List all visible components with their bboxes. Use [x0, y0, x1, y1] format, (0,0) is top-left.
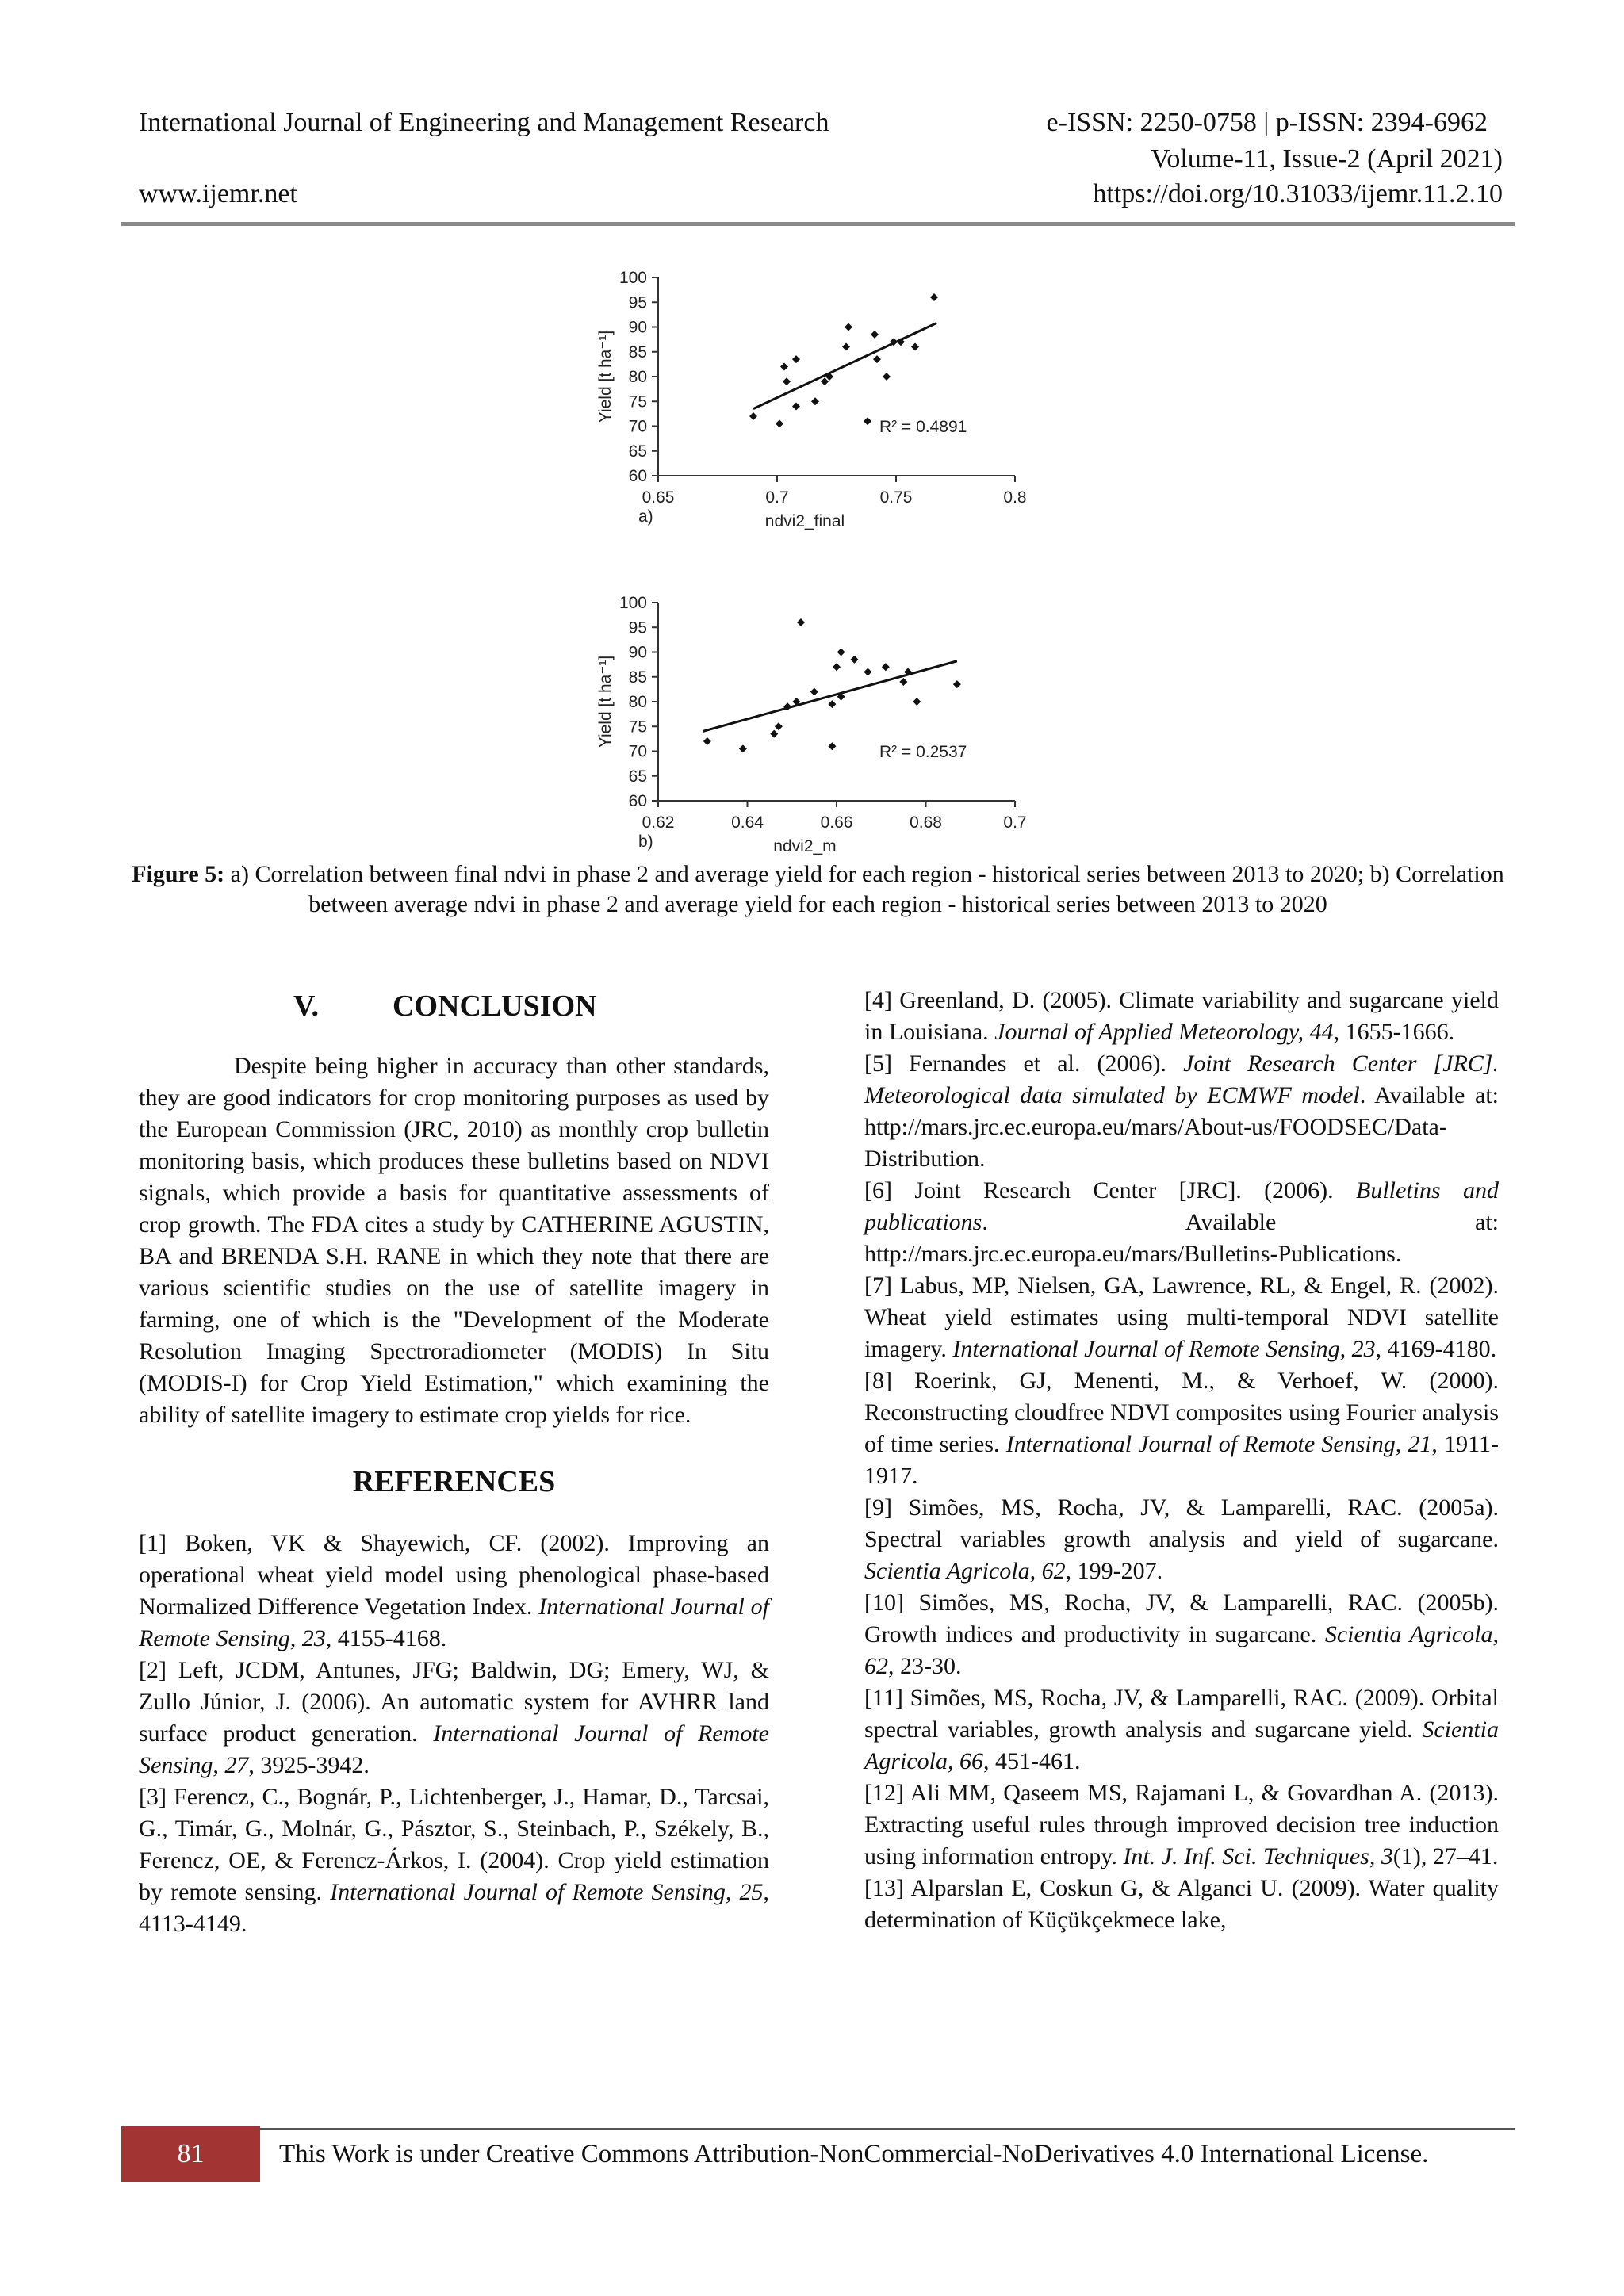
reference-item	[864, 1175, 1499, 1270]
y-tick-label: 60	[628, 467, 647, 485]
x-tick-label: 0.66	[820, 813, 853, 832]
reference-pages: , 4155-4168.	[325, 1625, 447, 1651]
data-point	[864, 417, 871, 425]
reference-source: International Journal of Remote Sensing, 21	[1005, 1431, 1432, 1457]
r-squared-annotation: R² = 0.4891	[879, 418, 967, 436]
reference-text: [3] Ferencz, C., Bognár, P., Lichtenberger, J., Hamar, D., Tarcsai, G., Timár, G., Molnár, G., Pásztor, S., Steinbach, P., Székely, B., Ferencz, OE, & Ferencz-Árkos, I. (2004). Crop yield estimation by remote sensing.	[139, 1784, 769, 1905]
reference-text: [1] Boken, VK & Shayewich, CF. (2002). Improving an operational wheat yield model using phenological phase-based Normalized Difference Vegetation Index.	[139, 1530, 769, 1620]
y-tick-label: 85	[628, 342, 647, 362]
reference-pages: , 1655-1666.	[1333, 1019, 1455, 1045]
references-list-right	[864, 985, 1499, 1936]
reference-source: Joint Research Center [JRC]. Meteorological data simulated by ECMWF model	[864, 1050, 1499, 1108]
data-point	[792, 403, 800, 411]
data-point	[953, 680, 961, 688]
reference-pages: , 199-207.	[1065, 1558, 1163, 1584]
data-point	[833, 663, 841, 671]
scatter-plot-a	[591, 266, 1051, 543]
y-tick-label: 75	[628, 718, 647, 737]
right-column	[864, 985, 1499, 1936]
data-point	[911, 343, 919, 351]
data-point	[828, 742, 836, 750]
trendline	[753, 323, 936, 409]
reference-item	[139, 1528, 769, 1655]
panel-label: a)	[638, 507, 653, 526]
data-point	[913, 698, 921, 706]
reference-pages: , 1911-1917.	[864, 1431, 1499, 1489]
y-axis-label: Yield [t ha⁻¹]	[596, 655, 615, 748]
y-tick-label: 95	[628, 293, 647, 312]
reference-pages: . Available at: http://mars.jrc.ec.europa.eu/mars/Bulletins-Publications.	[864, 1209, 1499, 1267]
y-tick-label: 70	[628, 742, 647, 761]
volume-issue: Volume-11, Issue-2 (April 2021)	[1151, 144, 1503, 174]
scatter-plot-b	[591, 591, 1051, 868]
y-tick-label: 65	[628, 442, 647, 461]
y-tick-label: 100	[619, 594, 647, 612]
reference-text: [5] Fernandes et al. (2006).	[864, 1050, 1184, 1077]
x-tick-label: 0.7	[1003, 813, 1027, 832]
data-point	[783, 377, 791, 385]
data-point	[871, 331, 879, 339]
header-rule	[121, 222, 1515, 226]
x-axis-label: ndvi2_final	[764, 512, 845, 530]
conclusion-heading	[139, 987, 769, 1025]
reference-text: [4] Greenland, D. (2005). Climate variability and sugarcane yield in Louisiana.	[864, 987, 1499, 1045]
reference-text: [2] Left, JCDM, Antunes, JFG; Baldwin, DG; Emery, WJ, & Zullo Júnior, J. (2006). An automatic system for AVHRR land surface product generation.	[139, 1657, 769, 1747]
x-tick-label: 0.65	[642, 488, 675, 507]
figure-caption-text: a) Correlation between final ndvi in phase 2 and average yield for each region - historical series between 2013 to 2020; b) Correlation between average ndvi in phase 2 and average yield for each region - historical series between 2013 to 2020	[224, 861, 1504, 917]
reference-item	[864, 1365, 1499, 1492]
left-column	[139, 987, 769, 1940]
y-tick-label: 80	[628, 693, 647, 711]
y-tick-label: 75	[628, 392, 647, 411]
reference-source: Scientia Agricola, 66	[864, 1716, 1499, 1774]
reference-source: International Journal of Remote Sensing, 27	[139, 1720, 769, 1778]
reference-pages: , 23-30.	[888, 1653, 962, 1679]
figure-caption	[121, 859, 1515, 920]
reference-pages: , 4113-4149.	[139, 1879, 770, 1937]
conclusion-paragraph: Despite being higher in accuracy than other standards, they are good indicators for crop monitoring purposes as used by the European Commission (JRC, 2010) as monthly crop bulletin monitoring basis, which produces these bulletins based on NDVI signals, which provide a basis for quantitative assessments of crop growth. The FDA cites a study by CATHERINE AGUSTIN, BA and BRENDA S.H. RANE in which they note that there are various scientific studies on the use of satellite imagery in farming, one of which is the "Development of the Moderate Resolution Imaging Spectroradiometer (MODIS) In Situ (MODIS-I) for Crop Yield Estimation," which examining the ability of satellite imagery to estimate crop yields for rice.	[139, 1053, 769, 1428]
reference-item	[864, 985, 1499, 1048]
data-point	[776, 419, 783, 427]
page-number: 81	[121, 2126, 260, 2182]
data-point	[883, 373, 891, 381]
y-tick-label: 85	[628, 668, 647, 687]
reference-text: [12] Ali MM, Qaseem MS, Rajamani L, & Govardhan A. (2013). Extracting useful rules through improved decision tree induction using information entropy.	[864, 1780, 1499, 1869]
data-point	[930, 293, 938, 301]
y-tick-label: 60	[628, 792, 647, 810]
data-point	[739, 744, 747, 752]
data-point	[797, 618, 805, 626]
reference-source: Journal of Applied Meteorology, 44	[994, 1019, 1334, 1045]
reference-item	[864, 1270, 1499, 1365]
references-list-left	[139, 1528, 769, 1940]
reference-source: International Journal of Remote Sensing, 23	[952, 1336, 1376, 1362]
x-tick-label: 0.8	[1003, 488, 1027, 507]
reference-item	[139, 1781, 769, 1940]
x-tick-label: 0.68	[910, 813, 942, 832]
reference-source: Int. J. Inf. Sci. Techniques, 3	[1123, 1843, 1393, 1869]
data-point	[837, 649, 845, 656]
reference-item	[864, 1587, 1499, 1682]
footer-rule	[260, 2128, 1515, 2130]
data-point	[828, 700, 836, 708]
reference-item	[864, 1873, 1499, 1936]
reference-pages: , 451-461.	[983, 1748, 1081, 1774]
reference-source: Bulletins and publications	[864, 1177, 1500, 1235]
reference-item	[864, 1048, 1499, 1175]
data-point	[703, 737, 711, 745]
reference-text: [8] Roerink, GJ, Menenti, M., & Verhoef, W. (2000). Reconstructing cloudfree NDVI composites using Fourier analysis of time series.	[864, 1368, 1499, 1457]
trendline	[703, 661, 957, 732]
reference-source: International Journal of Remote Sensing, 25	[330, 1879, 764, 1905]
x-axis-label: ndvi2_m	[773, 837, 837, 855]
reference-item	[139, 1655, 769, 1781]
reference-pages: (1), 27–41.	[1392, 1843, 1499, 1869]
reference-text: [10] Simões, MS, Rocha, JV, & Lamparelli, RAC. (2005b). Growth indices and productivity in sugarcane.	[864, 1590, 1499, 1647]
data-point	[842, 343, 850, 351]
data-point	[780, 363, 788, 371]
references-heading: REFERENCES	[352, 1465, 556, 1498]
reference-text: [11] Simões, MS, Rocha, JV, & Lamparelli, RAC. (2009). Orbital spectral variables, growth analysis and sugarcane yield.	[864, 1685, 1499, 1743]
y-tick-label: 80	[628, 368, 647, 386]
reference-text: [9] Simões, MS, Rocha, JV, & Lamparelli, RAC. (2005a). Spectral variables growth analysis and yield of sugarcane.	[864, 1494, 1499, 1552]
data-point	[811, 397, 819, 405]
data-point	[792, 355, 800, 363]
x-tick-label: 0.62	[642, 813, 675, 832]
reference-text: [13] Alparslan E, Coskun G, & Alganci U. (2009). Water quality determination of Küçükçekmece lake,	[864, 1875, 1499, 1933]
section-number: V.	[293, 989, 320, 1023]
data-point	[873, 355, 881, 363]
reference-item	[864, 1682, 1499, 1777]
data-point	[882, 663, 890, 671]
data-point	[770, 730, 778, 738]
reference-pages: , 4169-4180.	[1375, 1336, 1497, 1362]
journal-title: International Journal of Engineering and Management Research	[139, 108, 829, 137]
y-tick-label: 90	[628, 318, 647, 337]
reference-text: [6] Joint Research Center [JRC]. (2006).	[864, 1177, 1356, 1203]
data-point	[864, 668, 871, 676]
reference-item	[864, 1777, 1499, 1873]
y-tick-label: 90	[628, 643, 647, 662]
x-tick-label: 0.64	[731, 813, 764, 832]
reference-source: Scientia Agricola, 62	[864, 1558, 1066, 1584]
issn: e-ISSN: 2250-0758 | p-ISSN: 2394-6962	[1046, 108, 1488, 137]
license-text: This Work is under Creative Commons Attribution-NonCommercial-NoDerivatives 4.0 International License.	[279, 2140, 1429, 2168]
reference-text: [7] Labus, MP, Nielsen, GA, Lawrence, RL, & Engel, R. (2002). Wheat yield estimates using multi-temporal NDVI satellite imagery.	[864, 1272, 1499, 1362]
y-tick-label: 65	[628, 767, 647, 786]
data-point	[775, 722, 783, 730]
data-point	[851, 656, 859, 664]
data-point	[749, 412, 757, 420]
y-tick-label: 70	[628, 417, 647, 436]
r-squared-annotation: R² = 0.2537	[879, 743, 967, 761]
y-tick-label: 100	[619, 269, 647, 287]
doi-link[interactable]: https://doi.org/10.31033/ijemr.11.2.10	[1093, 179, 1503, 209]
figure-label: Figure 5:	[132, 861, 225, 887]
y-tick-label: 95	[628, 618, 647, 637]
data-point	[810, 688, 818, 696]
x-tick-label: 0.75	[879, 488, 913, 507]
reference-source: International Journal of Remote Sensing, 23	[139, 1594, 769, 1651]
data-point	[899, 678, 907, 686]
section-title: CONCLUSION	[393, 989, 597, 1023]
x-tick-label: 0.7	[765, 488, 789, 507]
reference-pages: . Available at: http://mars.jrc.ec.europa.eu/mars/About-us/FOODSEC/Data-Distribution.	[864, 1082, 1499, 1172]
data-point	[845, 323, 852, 331]
website-link[interactable]: www.ijemr.net	[139, 179, 297, 209]
panel-label: b)	[638, 832, 653, 851]
data-point	[821, 377, 829, 385]
reference-source: Scientia Agricola, 62	[864, 1621, 1499, 1679]
y-axis-label: Yield [t ha⁻¹]	[596, 330, 615, 423]
reference-item	[864, 1492, 1499, 1587]
reference-pages: , 3925-3942.	[248, 1752, 370, 1778]
